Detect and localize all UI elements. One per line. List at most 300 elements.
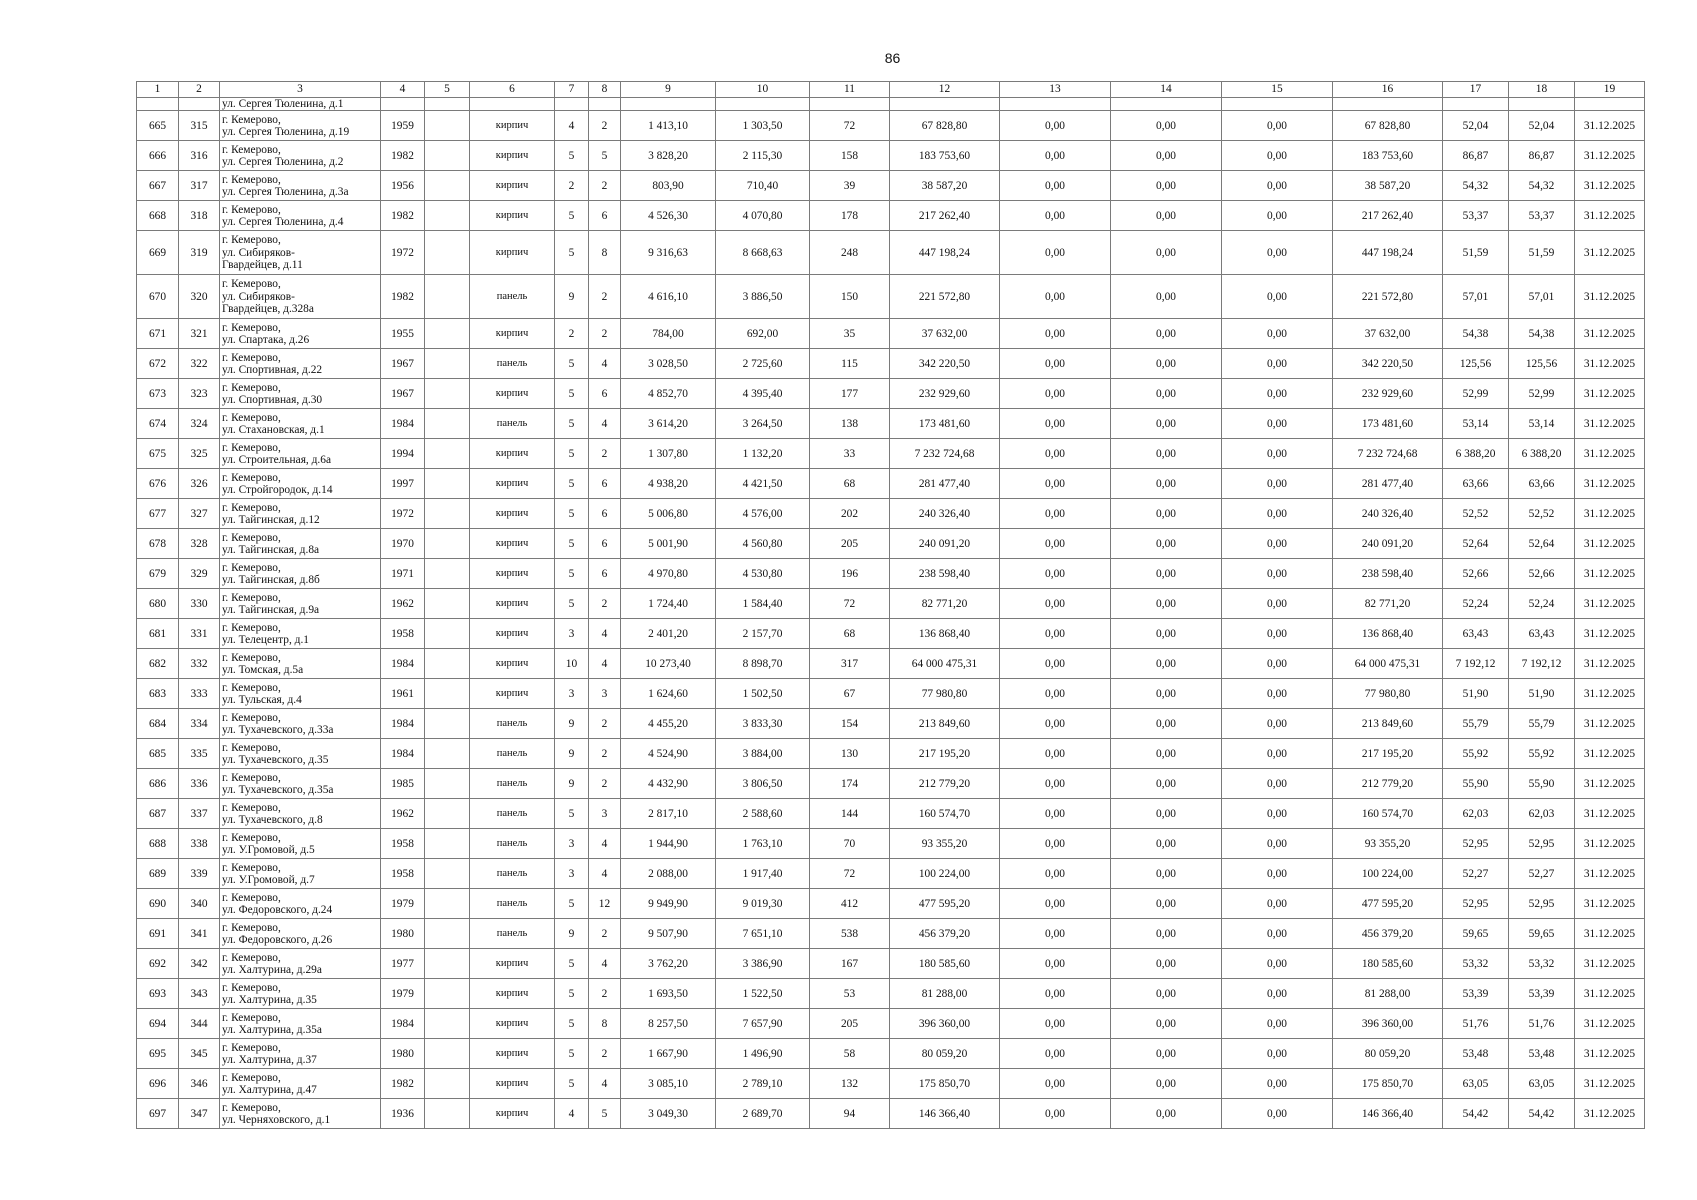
cost-cell: 396 360,00 <box>890 1009 1000 1039</box>
residents-cell: 205 <box>810 529 890 559</box>
column-18-cell: 53,39 <box>1509 979 1575 1009</box>
cost-cell: 81 288,00 <box>890 979 1000 1009</box>
entrances-cell: 5 <box>589 141 621 171</box>
address-line: г. Кемерово, <box>222 561 281 574</box>
column-14-cell: 0,00 <box>1111 319 1222 349</box>
address-line: Гвардейцев, д.328а <box>222 302 314 315</box>
entrances-cell: 3 <box>589 679 621 709</box>
column-18-cell: 55,92 <box>1509 739 1575 769</box>
address-cell <box>220 559 381 589</box>
address-line: ул. Тухачевского, д.33а <box>222 723 334 736</box>
column-18-cell: 51,59 <box>1509 231 1575 275</box>
serial-number-cell: 333 <box>179 679 220 709</box>
deadline-date-cell: 31.12.2025 <box>1575 619 1645 649</box>
column-18-cell: 51,76 <box>1509 1009 1575 1039</box>
wall-material-cell: кирпич <box>470 469 555 499</box>
cost-cell: 180 585,60 <box>890 949 1000 979</box>
column-17-cell: 6 388,20 <box>1443 439 1509 469</box>
entrances-cell: 4 <box>589 619 621 649</box>
wall-material-cell: кирпич <box>470 589 555 619</box>
total-area-cell: 803,90 <box>621 171 716 201</box>
cost-cell: 281 477,40 <box>890 469 1000 499</box>
table-row <box>137 1069 1645 1099</box>
wall-material-cell: кирпич <box>470 319 555 349</box>
floors-cell: 5 <box>555 469 589 499</box>
column-16-cell: 81 288,00 <box>1333 979 1443 1009</box>
column-5-cell <box>425 171 470 201</box>
column-17-cell: 51,90 <box>1443 679 1509 709</box>
living-area-cell: 1 496,90 <box>716 1039 810 1069</box>
address-cell <box>220 529 381 559</box>
table-row <box>137 319 1645 349</box>
table-row <box>137 275 1645 319</box>
table-row <box>137 799 1645 829</box>
entrances-cell: 8 <box>589 231 621 275</box>
living-area-cell: 3 833,30 <box>716 709 810 739</box>
residents-cell: 33 <box>810 439 890 469</box>
address-line: ул. Строительная, д.6а <box>222 453 332 466</box>
column-5-cell <box>425 919 470 949</box>
column-17-cell: 52,04 <box>1443 111 1509 141</box>
column-14-cell: 0,00 <box>1111 141 1222 171</box>
total-area-cell: 2 817,10 <box>621 799 716 829</box>
total-area-cell: 1 307,80 <box>621 439 716 469</box>
column-16-cell: 7 232 724,68 <box>1333 439 1443 469</box>
column-5-cell <box>425 799 470 829</box>
column-18-cell: 52,27 <box>1509 859 1575 889</box>
deadline-date-cell: 31.12.2025 <box>1575 589 1645 619</box>
address-line: г. Кемерово, <box>222 591 281 604</box>
address-cell <box>220 619 381 649</box>
serial-number-cell: 316 <box>179 141 220 171</box>
column-15-cell: 0,00 <box>1222 769 1333 799</box>
serial-number-cell: 321 <box>179 319 220 349</box>
column-number-14: 14 <box>1111 82 1222 98</box>
table-row <box>137 829 1645 859</box>
column-17-cell: 52,95 <box>1443 829 1509 859</box>
column-5-cell <box>425 275 470 319</box>
total-area-cell: 10 273,40 <box>621 649 716 679</box>
row-number-cell: 681 <box>137 619 179 649</box>
total-area-cell: 3 828,20 <box>621 141 716 171</box>
address-cell <box>220 439 381 469</box>
cost-cell: 7 232 724,68 <box>890 439 1000 469</box>
cost-cell: 67 828,80 <box>890 111 1000 141</box>
address-line: ул. Тухачевского, д.8 <box>222 813 323 826</box>
column-18-cell: 63,43 <box>1509 619 1575 649</box>
address-line: г. Кемерово, <box>222 411 281 424</box>
column-15-cell: 0,00 <box>1222 589 1333 619</box>
wall-material-cell: панель <box>470 349 555 379</box>
column-13-cell: 0,00 <box>1000 1069 1111 1099</box>
column-18-cell: 52,66 <box>1509 559 1575 589</box>
column-18-cell: 52,04 <box>1509 111 1575 141</box>
cost-cell: 217 195,20 <box>890 739 1000 769</box>
column-15-cell: 0,00 <box>1222 439 1333 469</box>
entrances-cell: 8 <box>589 1009 621 1039</box>
column-13-cell: 0,00 <box>1000 709 1111 739</box>
residents-cell: 196 <box>810 559 890 589</box>
entrances-cell: 2 <box>589 111 621 141</box>
column-18-cell: 62,03 <box>1509 799 1575 829</box>
serial-number-cell: 326 <box>179 469 220 499</box>
column-16-cell: 477 595,20 <box>1333 889 1443 919</box>
total-area-cell: 9 949,90 <box>621 889 716 919</box>
entrances-cell: 6 <box>589 559 621 589</box>
column-14-cell: 0,00 <box>1111 231 1222 275</box>
row-number-cell: 667 <box>137 171 179 201</box>
table-row <box>137 709 1645 739</box>
column-number-row <box>137 82 1645 98</box>
address-line: г. Кемерово, <box>222 234 281 247</box>
floors-cell: 4 <box>555 111 589 141</box>
column-17-cell: 86,87 <box>1443 141 1509 171</box>
column-5-cell <box>425 889 470 919</box>
serial-number-cell: 345 <box>179 1039 220 1069</box>
column-15-cell: 0,00 <box>1222 829 1333 859</box>
column-5-cell <box>425 409 470 439</box>
floors-cell: 3 <box>555 829 589 859</box>
serial-number-cell: 328 <box>179 529 220 559</box>
entrances-cell: 4 <box>589 829 621 859</box>
column-17-cell: 63,43 <box>1443 619 1509 649</box>
year-built-cell: 1982 <box>381 275 425 319</box>
address-cell <box>220 171 381 201</box>
address-line: ул. Телецентр, д.1 <box>222 633 309 646</box>
column-14-cell: 0,00 <box>1111 1099 1222 1129</box>
column-13-cell: 0,00 <box>1000 1009 1111 1039</box>
column-18-cell: 52,64 <box>1509 529 1575 559</box>
column-17-cell: 53,37 <box>1443 201 1509 231</box>
column-15-cell: 0,00 <box>1222 799 1333 829</box>
floors-cell: 10 <box>555 649 589 679</box>
floors-cell: 5 <box>555 409 589 439</box>
column-14-cell: 0,00 <box>1111 889 1222 919</box>
column-14-cell: 0,00 <box>1111 275 1222 319</box>
cost-cell: 80 059,20 <box>890 1039 1000 1069</box>
wall-material-cell: панель <box>470 275 555 319</box>
deadline-date-cell: 31.12.2025 <box>1575 559 1645 589</box>
column-18-cell: 53,37 <box>1509 201 1575 231</box>
column-18-cell: 59,65 <box>1509 919 1575 949</box>
living-area-cell: 1 502,50 <box>716 679 810 709</box>
floors-cell: 9 <box>555 709 589 739</box>
column-5-cell <box>425 469 470 499</box>
floors-cell: 5 <box>555 799 589 829</box>
serial-number-cell: 337 <box>179 799 220 829</box>
residents-cell: 138 <box>810 409 890 439</box>
column-13-cell: 0,00 <box>1000 141 1111 171</box>
column-14-cell: 0,00 <box>1111 439 1222 469</box>
cost-cell: 477 595,20 <box>890 889 1000 919</box>
cost-cell: 100 224,00 <box>890 859 1000 889</box>
entrances-cell: 6 <box>589 201 621 231</box>
column-5-cell <box>425 499 470 529</box>
entrances-cell: 6 <box>589 469 621 499</box>
column-17-cell: 54,32 <box>1443 171 1509 201</box>
deadline-date-cell: 31.12.2025 <box>1575 1039 1645 1069</box>
column-14-cell: 0,00 <box>1111 379 1222 409</box>
column-17-cell: 63,66 <box>1443 469 1509 499</box>
wall-material-cell: кирпич <box>470 141 555 171</box>
column-number-5: 5 <box>425 82 470 98</box>
wall-material-cell: панель <box>470 799 555 829</box>
column-15-cell: 0,00 <box>1222 919 1333 949</box>
entrances-cell: 6 <box>589 499 621 529</box>
column-17-cell: 63,05 <box>1443 1069 1509 1099</box>
column-16-cell: 396 360,00 <box>1333 1009 1443 1039</box>
row-number-cell: 678 <box>137 529 179 559</box>
total-area-cell: 1 413,10 <box>621 111 716 141</box>
living-area-cell: 1 132,20 <box>716 439 810 469</box>
floors-cell: 5 <box>555 231 589 275</box>
column-18-cell: 57,01 <box>1509 275 1575 319</box>
year-built-cell: 1984 <box>381 649 425 679</box>
total-area-cell: 3 028,50 <box>621 349 716 379</box>
deadline-date-cell: 31.12.2025 <box>1575 1099 1645 1129</box>
serial-number-cell: 335 <box>179 739 220 769</box>
wall-material-cell: кирпич <box>470 171 555 201</box>
address-line: ул. Спортивная, д.30 <box>222 393 323 406</box>
deadline-date-cell: 31.12.2025 <box>1575 709 1645 739</box>
table-row <box>137 649 1645 679</box>
floors-cell: 5 <box>555 949 589 979</box>
total-area-cell: 3 762,20 <box>621 949 716 979</box>
table-row <box>137 469 1645 499</box>
column-5-cell <box>425 439 470 469</box>
address-cell <box>220 469 381 499</box>
address-cell <box>220 111 381 141</box>
row-number-cell: 665 <box>137 111 179 141</box>
column-number-16: 16 <box>1333 82 1443 98</box>
wall-material-cell: кирпич <box>470 201 555 231</box>
column-17-cell: 52,52 <box>1443 499 1509 529</box>
serial-number-cell: 338 <box>179 829 220 859</box>
residents-cell: 177 <box>810 379 890 409</box>
cost-cell: 64 000 475,31 <box>890 649 1000 679</box>
wall-material-cell: панель <box>470 709 555 739</box>
column-14-cell: 0,00 <box>1111 1069 1222 1099</box>
column-number-11: 11 <box>810 82 890 98</box>
column-17-cell: 52,27 <box>1443 859 1509 889</box>
floors-cell: 5 <box>555 529 589 559</box>
total-area-cell: 4 526,30 <box>621 201 716 231</box>
year-built-cell: 1985 <box>381 769 425 799</box>
column-5-cell <box>425 589 470 619</box>
column-17-cell: 52,64 <box>1443 529 1509 559</box>
column-17-cell: 57,01 <box>1443 275 1509 319</box>
row-number-cell: 679 <box>137 559 179 589</box>
column-5-cell <box>425 529 470 559</box>
column-15-cell: 0,00 <box>1222 949 1333 979</box>
column-16-cell: 64 000 475,31 <box>1333 649 1443 679</box>
address-line: ул. Тайгинская, д.12 <box>222 513 320 526</box>
cost-cell: 232 929,60 <box>890 379 1000 409</box>
table-row <box>137 1009 1645 1039</box>
column-16-cell: 80 059,20 <box>1333 1039 1443 1069</box>
column-17-cell: 52,66 <box>1443 559 1509 589</box>
entrances-cell: 12 <box>589 889 621 919</box>
column-13-cell: 0,00 <box>1000 889 1111 919</box>
address-line: ул. Черняховского, д.1 <box>222 1113 331 1126</box>
address-cell <box>220 679 381 709</box>
row-number-cell: 670 <box>137 275 179 319</box>
column-5-cell <box>425 319 470 349</box>
row-number-cell: 696 <box>137 1069 179 1099</box>
column-13-cell: 0,00 <box>1000 649 1111 679</box>
cost-cell: 37 632,00 <box>890 319 1000 349</box>
column-17-cell: 52,95 <box>1443 889 1509 919</box>
deadline-date-cell: 31.12.2025 <box>1575 769 1645 799</box>
column-5-cell <box>425 349 470 379</box>
address-cell <box>220 349 381 379</box>
year-built-cell: 1970 <box>381 529 425 559</box>
row-number-cell: 676 <box>137 469 179 499</box>
column-16-cell: 77 980,80 <box>1333 679 1443 709</box>
entrances-cell: 2 <box>589 439 621 469</box>
address-line: ул. Федоровского, д.24 <box>222 903 333 916</box>
address-line: ул. Тайгинская, д.9а <box>222 603 320 616</box>
total-area-cell: 4 616,10 <box>621 275 716 319</box>
floors-cell: 5 <box>555 979 589 1009</box>
column-5-cell <box>425 769 470 799</box>
floors-cell: 2 <box>555 319 589 349</box>
column-15-cell: 0,00 <box>1222 739 1333 769</box>
address-cell <box>220 769 381 799</box>
column-13-cell: 0,00 <box>1000 275 1111 319</box>
year-built-cell: 1936 <box>381 1099 425 1129</box>
cost-cell: 146 366,40 <box>890 1099 1000 1129</box>
empty-cell <box>555 98 589 111</box>
address-line: г. Кемерово, <box>222 173 281 186</box>
living-area-cell: 1 763,10 <box>716 829 810 859</box>
year-built-cell: 1972 <box>381 499 425 529</box>
column-15-cell: 0,00 <box>1222 141 1333 171</box>
column-13-cell: 0,00 <box>1000 439 1111 469</box>
residents-cell: 72 <box>810 589 890 619</box>
column-number-10: 10 <box>716 82 810 98</box>
cost-cell: 82 771,20 <box>890 589 1000 619</box>
residents-cell: 70 <box>810 829 890 859</box>
row-number-cell: 686 <box>137 769 179 799</box>
address-line: г. Кемерово, <box>222 741 281 754</box>
row-number-cell: 689 <box>137 859 179 889</box>
cost-cell: 77 980,80 <box>890 679 1000 709</box>
deadline-date-cell: 31.12.2025 <box>1575 231 1645 275</box>
column-14-cell: 0,00 <box>1111 829 1222 859</box>
table-row <box>137 739 1645 769</box>
table-row <box>137 379 1645 409</box>
deadline-date-cell: 31.12.2025 <box>1575 1009 1645 1039</box>
column-5-cell <box>425 1069 470 1099</box>
column-16-cell: 447 198,24 <box>1333 231 1443 275</box>
column-16-cell: 232 929,60 <box>1333 379 1443 409</box>
year-built-cell: 1984 <box>381 409 425 439</box>
column-15-cell: 0,00 <box>1222 1009 1333 1039</box>
living-area-cell: 3 886,50 <box>716 275 810 319</box>
table-row <box>137 559 1645 589</box>
year-built-cell: 1994 <box>381 439 425 469</box>
total-area-cell: 5 006,80 <box>621 499 716 529</box>
address-cell <box>220 1039 381 1069</box>
cost-cell: 38 587,20 <box>890 171 1000 201</box>
row-number-cell: 685 <box>137 739 179 769</box>
living-area-cell: 2 588,60 <box>716 799 810 829</box>
column-13-cell: 0,00 <box>1000 679 1111 709</box>
empty-cell <box>1443 98 1509 111</box>
year-built-cell: 1958 <box>381 619 425 649</box>
address-line: г. Кемерово, <box>222 921 281 934</box>
residents-cell: 68 <box>810 619 890 649</box>
floors-cell: 5 <box>555 589 589 619</box>
year-built-cell: 1971 <box>381 559 425 589</box>
residents-cell: 68 <box>810 469 890 499</box>
column-15-cell: 0,00 <box>1222 231 1333 275</box>
total-area-cell: 9 507,90 <box>621 919 716 949</box>
living-area-cell: 3 386,90 <box>716 949 810 979</box>
wall-material-cell: панель <box>470 889 555 919</box>
wall-material-cell: панель <box>470 739 555 769</box>
column-13-cell: 0,00 <box>1000 319 1111 349</box>
column-15-cell: 0,00 <box>1222 379 1333 409</box>
living-area-cell: 8 898,70 <box>716 649 810 679</box>
column-15-cell: 0,00 <box>1222 619 1333 649</box>
living-area-cell: 4 395,40 <box>716 379 810 409</box>
wall-material-cell: кирпич <box>470 379 555 409</box>
residents-cell: 72 <box>810 111 890 141</box>
year-built-cell: 1979 <box>381 889 425 919</box>
column-5-cell <box>425 559 470 589</box>
column-15-cell: 0,00 <box>1222 111 1333 141</box>
entrances-cell: 2 <box>589 739 621 769</box>
column-number-18: 18 <box>1509 82 1575 98</box>
row-number-cell: 683 <box>137 679 179 709</box>
entrances-cell: 6 <box>589 379 621 409</box>
residents-cell: 412 <box>810 889 890 919</box>
table-row <box>137 111 1645 141</box>
column-15-cell: 0,00 <box>1222 1069 1333 1099</box>
address-line: г. Кемерово, <box>222 861 281 874</box>
column-14-cell: 0,00 <box>1111 949 1222 979</box>
living-area-cell: 1 584,40 <box>716 589 810 619</box>
address-line: г. Кемерово, <box>222 681 281 694</box>
serial-number-cell: 331 <box>179 619 220 649</box>
column-number-1: 1 <box>137 82 179 98</box>
empty-cell <box>470 98 555 111</box>
column-13-cell: 0,00 <box>1000 469 1111 499</box>
total-area-cell: 5 001,90 <box>621 529 716 559</box>
wall-material-cell: кирпич <box>470 111 555 141</box>
column-18-cell: 54,42 <box>1509 1099 1575 1129</box>
row-number-cell: 694 <box>137 1009 179 1039</box>
column-15-cell: 0,00 <box>1222 559 1333 589</box>
column-18-cell: 52,24 <box>1509 589 1575 619</box>
column-13-cell: 0,00 <box>1000 1039 1111 1069</box>
address-line: ул. Халтурина, д.37 <box>222 1053 317 1066</box>
living-area-cell: 2 115,30 <box>716 141 810 171</box>
row-number-cell: 691 <box>137 919 179 949</box>
column-5-cell <box>425 1099 470 1129</box>
row-number-cell: 695 <box>137 1039 179 1069</box>
address-line: ул. Тухачевского, д.35а <box>222 783 334 796</box>
column-13-cell: 0,00 <box>1000 739 1111 769</box>
living-area-cell: 2 789,10 <box>716 1069 810 1099</box>
column-17-cell: 62,03 <box>1443 799 1509 829</box>
column-5-cell <box>425 1009 470 1039</box>
serial-number-cell: 330 <box>179 589 220 619</box>
column-number-12: 12 <box>890 82 1000 98</box>
address-line: ул. Халтурина, д.47 <box>222 1083 317 1096</box>
